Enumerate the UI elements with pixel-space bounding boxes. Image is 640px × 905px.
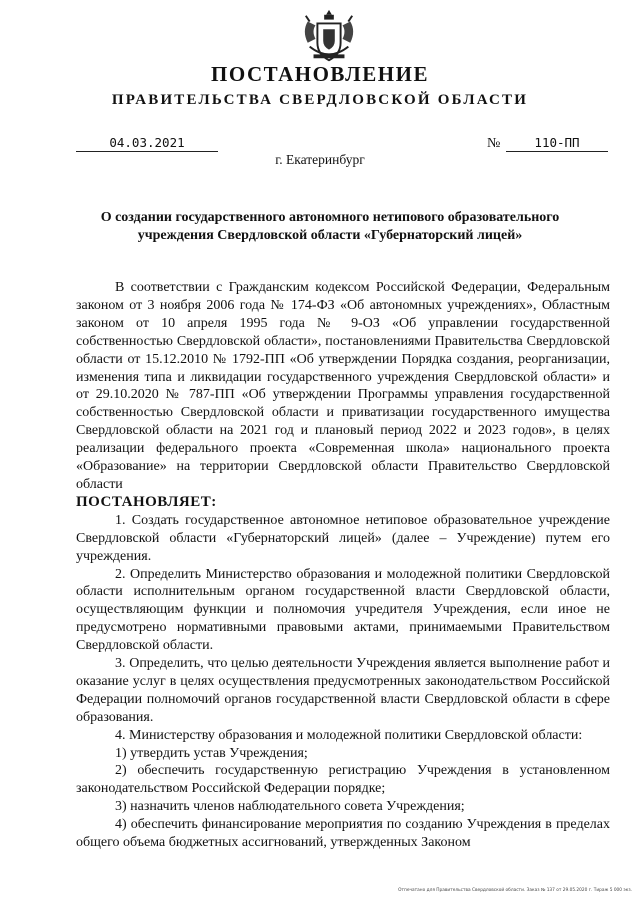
- issue-city: г. Екатеринбург: [275, 152, 365, 167]
- paragraph-4-3: 3) назначить членов наблюдательного совета Учреждения;: [115, 799, 465, 815]
- paragraph-4: 4. Министерству образования и молодежной политики Свердловской области:: [115, 727, 583, 743]
- paragraph-2: 2. Определить Министерство образования и молодежной политики Свердловской области исполнительным органом государственной власти Свердловской области, осуществляющим функции и полномочия учредителя Учреждения, если иное не предусмотрено нормативными правовыми актами, принимаемыми Правительством Свердловской области.: [76, 566, 610, 654]
- document-title: О создании государственного автономного нетипового образовательного учреждения Свердловской области «Губернаторский лицей»: [100, 210, 560, 243]
- number-sign: №: [487, 136, 501, 151]
- coat-of-arms-icon: [300, 8, 358, 66]
- decree-word: ПОСТАНОВЛЯЕТ:: [76, 493, 217, 510]
- paragraph-3: 3. Определить, что целью деятельности Учреждения является выполнение работ и оказание услуг в целях осуществления предусмотренных законодательством Российской Федерации полномочий органов государственной власти Свердловской области в сфере образования.: [76, 656, 610, 725]
- print-footer: Отпечатано для Правительства Свердловской области. Заказ № 137 от 29.05.2020 г. Тираж 5 000 экз.: [398, 888, 632, 893]
- issuing-authority: ПРАВИТЕЛЬСТВА СВЕРДЛОВСКОЙ ОБЛАСТИ: [111, 92, 529, 108]
- paragraph-4-4: 4) обеспечить финансирование мероприятия по созданию Учреждения в пределах общего объема бюджетных ассигнований, утвержденных Законом: [76, 817, 610, 851]
- document-date: 04.03.2021: [76, 135, 218, 152]
- intro-paragraph: В соответствии с Гражданским кодексом Российской Федерации, Федеральным законом от 3 ноября 2006 года № 174-ФЗ «Об автономных учреждениях», Областным законом от 10 апреля 1995 года № 9-ОЗ «Об управлении государственной собственностью Свердловской области», постановлениями Правительства Свердловской области от 15.12.2010 № 1792-ПП «Об утверждении Порядка создания, реорганизации, изменения типа и ликвидации государственного учреждения Свердловской области» и от 29.10.2020 № 787-ПП «Об утверждении Программы управления государственной собственностью Свердловской области и приватизации государственного имущества Свердловской области на 2021 год и плановый период 2022 и 2023 годов», в целях реализации федерального проекта «Современная школа» национального проекта «Образование» на территории Свердловской области Правительство Свердловской области: [76, 280, 610, 492]
- paragraph-1: 1. Создать государственное автономное нетиповое образовательное учреждение Свердловской области «Губернаторский лицей» (далее – Учреждение) путем его учреждения.: [76, 512, 610, 564]
- document-type-title: ПОСТАНОВЛЕНИЕ: [211, 62, 429, 86]
- paragraph-4-1: 1) утвердить устав Учреждения;: [115, 745, 308, 761]
- document-number: 110-ПП: [506, 135, 608, 152]
- paragraph-4-2: 2) обеспечить государственную регистрацию Учреждения в установленном законодательством Российской Федерации порядке;: [76, 763, 610, 797]
- document-body: [76, 279, 610, 852]
